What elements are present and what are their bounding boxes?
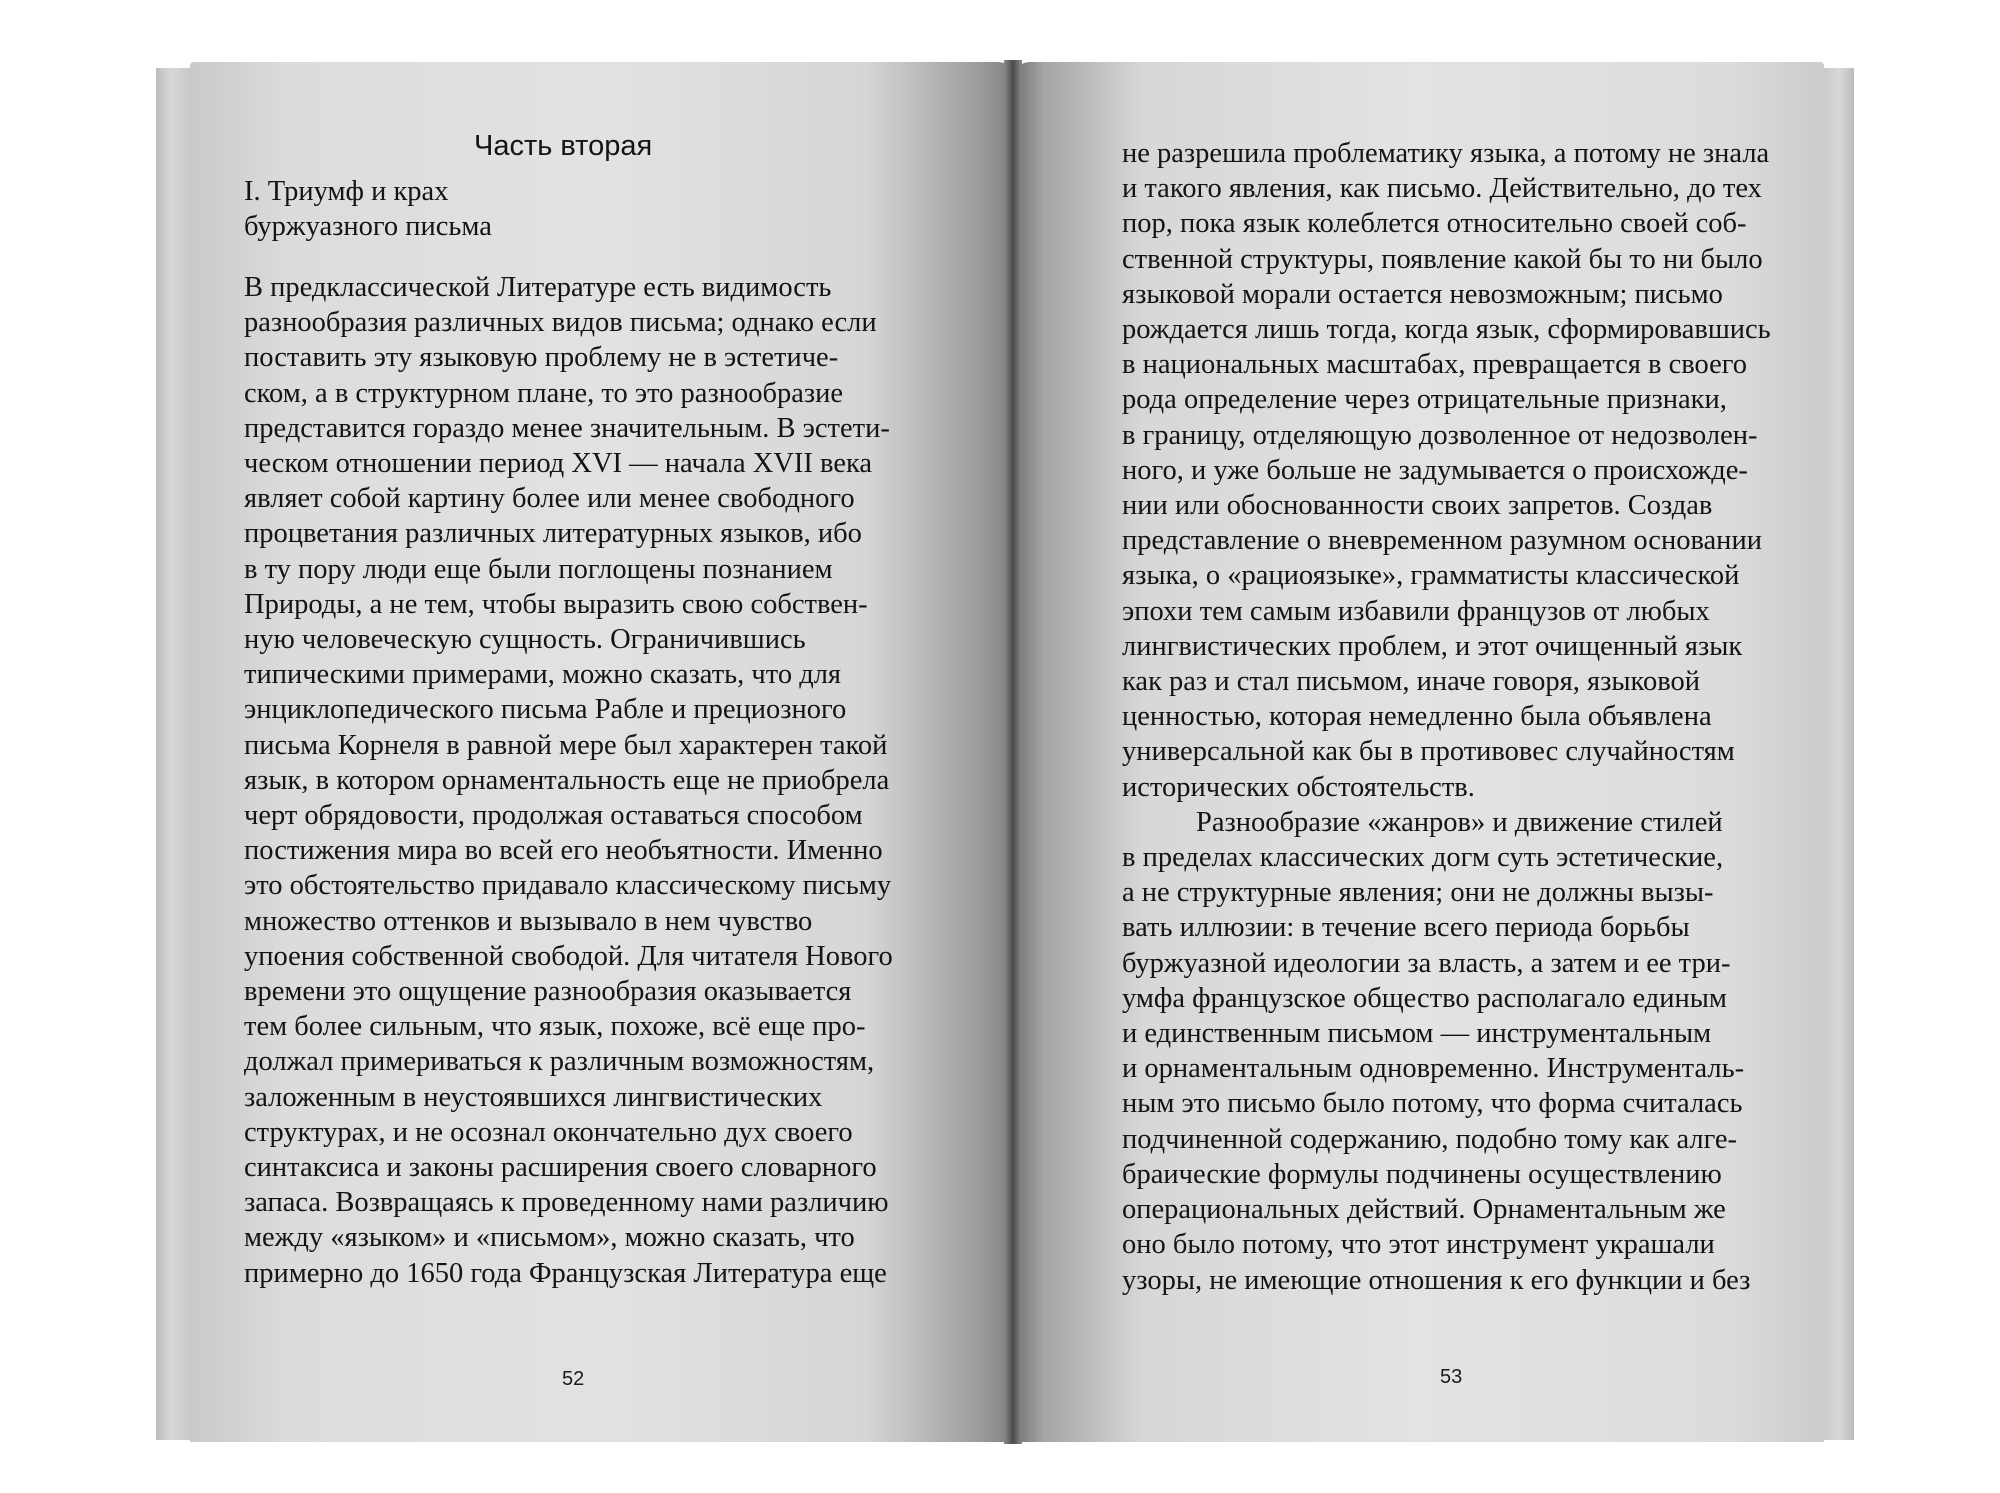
text-line: представление о вневременном разумном основании	[1122, 525, 1762, 557]
text-line: не разрешила проблематику языка, а потому не знала	[1122, 138, 1770, 169]
text-line: рода определение через отрицательные признаки,	[1122, 384, 1727, 416]
text-line: ного, и уже больше не задумывается о происхожде-	[1122, 454, 1748, 486]
left-page-body-text	[244, 270, 893, 1291]
text-line: ную человеческую сущность. Ограничившись	[244, 624, 806, 656]
text-line: эпохи тем самым избавили французов от любых	[1122, 595, 1710, 627]
chapter-title-line: буржуазного письма	[244, 211, 492, 242]
text-line: и орнаментальным одновременно. Инструменталь-	[1122, 1053, 1745, 1085]
text-line: являет собой картину более или менее свободного	[244, 483, 855, 515]
text-line: буржуазной идеологии за власть, а затем и ее три-	[1122, 947, 1731, 979]
text-line: это обстоятельство придавало классическому письму	[244, 870, 892, 902]
text-line: язык, в котором орнаментальность еще не приобрела	[244, 764, 890, 796]
text-line: тем более сильным, что язык, похоже, всё еще про-	[244, 1011, 866, 1043]
text-line: поставить эту языковую проблему не в эстетиче-	[244, 342, 839, 374]
text-line: ском, а в структурном плане, то это разнообразие	[244, 377, 844, 409]
text-line: синтаксиса и законы расширения своего словарного	[244, 1152, 877, 1184]
text-line: ственной структуры, появление какой бы то ни было	[1122, 243, 1763, 275]
text-line: исторических обстоятельств.	[1122, 771, 1475, 803]
text-line: должал примериваться к различным возможностям,	[244, 1046, 875, 1078]
text-line: заложенным в неустоявшихся лингвистических	[244, 1081, 823, 1113]
text-line: представится гораздо менее значительным. В эстети-	[244, 412, 890, 444]
right-page	[1012, 62, 1824, 1442]
text-line: В предклассической Литературе есть видимость	[244, 272, 832, 303]
text-line: структурах, и не осознал окончательно дух своего	[244, 1116, 853, 1148]
text-line: операциональных действий. Орнаментальным же	[1122, 1194, 1726, 1226]
right-page-body-text	[1122, 136, 1771, 1298]
text-line: браические формулы подчинены осуществлению	[1122, 1158, 1722, 1190]
text-line: языковой морали остается невозможным; письмо	[1122, 278, 1723, 310]
text-line: письма Корнеля в равной мере был характерен такой	[244, 729, 888, 761]
text-line: а не структурные явления; они не должны вызы-	[1122, 877, 1714, 909]
text-line: узоры, не имеющие отношения к его функции и без	[1122, 1264, 1751, 1296]
text-line: типическими примерами, можно сказать, что для	[244, 659, 842, 691]
text-line: и единственным письмом — инструментальным	[1122, 1018, 1712, 1050]
text-line: в ту пору люди еще были поглощены познанием	[244, 553, 833, 585]
text-line: ческом отношении период XVI — начала XVII века	[244, 448, 873, 480]
chapter-title	[244, 174, 492, 244]
text-line: нии или обоснованности своих запретов. Создав	[1122, 490, 1713, 522]
text-line: в границу, отделяющую дозволенное от недозволен-	[1122, 419, 1758, 451]
text-line: времени это ощущение разнообразия оказывается	[244, 976, 852, 1008]
book-spine-gutter	[1004, 60, 1022, 1444]
text-line: разнообразия различных видов письма; однако если	[244, 307, 877, 339]
text-line: оно было потому, что этот инструмент украшали	[1122, 1229, 1715, 1261]
text-line: языка, о «рациоязыке», грамматисты классической	[1122, 560, 1740, 592]
text-line: ным это письмо было потому, что форма считалась	[1122, 1088, 1743, 1120]
text-line: рождается лишь тогда, когда язык, сформировавшись	[1122, 314, 1771, 346]
text-line: постижения мира во всей его необъятности. Именно	[244, 835, 883, 867]
part-title: Часть вторая	[474, 130, 653, 162]
chapter-title-line: I. Триумф и крах	[244, 176, 449, 207]
text-line: запаса. Возвращаясь к проведенному нами различию	[244, 1187, 889, 1219]
text-line: лингвистических проблем, и этот очищенный язык	[1122, 630, 1743, 662]
text-line: в национальных масштабах, превращается в своего	[1122, 349, 1747, 381]
text-line: Природы, а не тем, чтобы выразить свою собствен-	[244, 588, 868, 620]
text-line: упоения собственной свободой. Для читателя Нового	[244, 940, 893, 972]
text-line: множество оттенков и вызывало в нем чувство	[244, 905, 813, 937]
text-line: пор, пока язык колеблется относительно своей соб-	[1122, 208, 1747, 240]
text-line: процветания различных литературных языков, ибо	[244, 518, 862, 550]
text-line: в пределах классических догм суть эстетические,	[1122, 842, 1724, 874]
text-line: энциклопедического письма Рабле и прециозного	[244, 694, 847, 726]
text-line: вать иллюзии: в течение всего периода борьбы	[1122, 912, 1690, 944]
text-line: как раз и стал письмом, иначе говоря, языковой	[1122, 666, 1700, 698]
text-line: между «языком» и «письмом», можно сказать, что	[244, 1222, 855, 1254]
text-line: Разнообразие «жанров» и движение стилей	[1196, 806, 1723, 838]
text-line: подчиненной содержанию, подобно тому как алге-	[1122, 1123, 1738, 1155]
page-number-right: 53	[1440, 1366, 1463, 1388]
left-page	[190, 62, 1016, 1442]
left-page-block-edge	[156, 68, 192, 1440]
text-line: примерно до 1650 года Французская Литература еще	[244, 1257, 887, 1289]
text-line: умфа французское общество располагало единым	[1122, 982, 1727, 1014]
text-line: черт обрядовости, продолжая оставаться способом	[244, 800, 863, 832]
page-number-left: 52	[562, 1368, 585, 1390]
text-line: ценностью, которая немедленно была объявлена	[1122, 701, 1712, 733]
text-line: универсальной как бы в противовес случайностям	[1122, 736, 1735, 768]
text-line: и такого явления, как письмо. Действительно, до тех	[1122, 173, 1762, 205]
